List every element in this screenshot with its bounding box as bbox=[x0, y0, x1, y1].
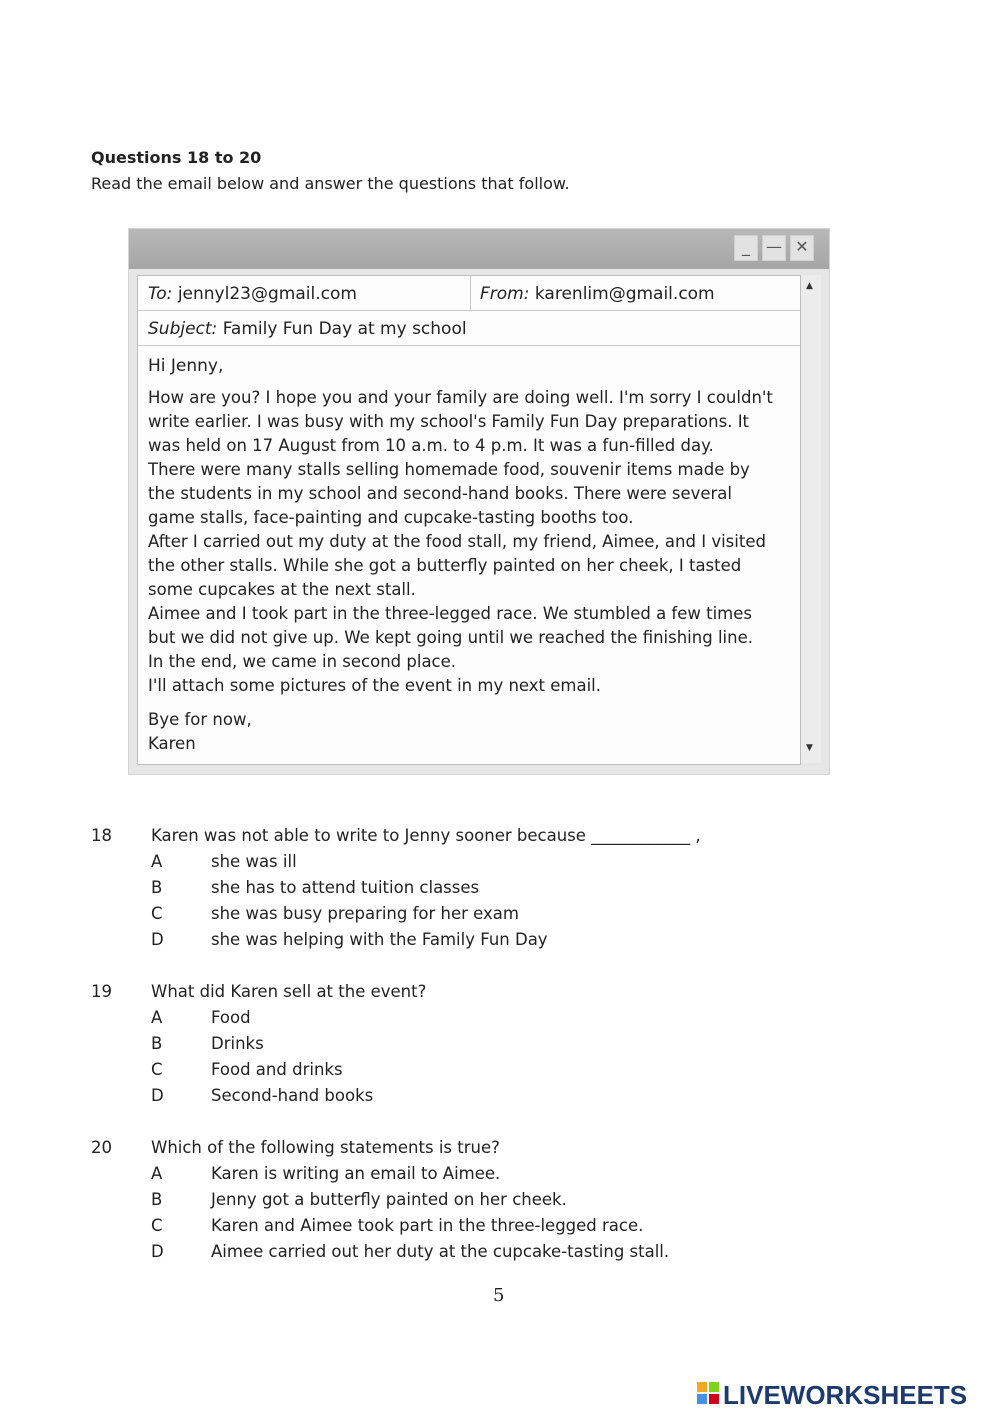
email-window bbox=[128, 228, 830, 775]
email-line: After I carried out my duty at the food stall, my friend, Aimee, and I visited bbox=[148, 532, 766, 551]
option-text[interactable]: Jenny got a butterfly painted on her cheek. bbox=[211, 1190, 567, 1209]
email-line: write earlier. I was busy with my school's Family Fun Day preparations. It bbox=[148, 412, 750, 431]
from-label: From: bbox=[480, 284, 530, 304]
liveworksheets-logo-text: LIVEWORKSHEETS bbox=[723, 1380, 968, 1410]
close-button[interactable]: ✕ bbox=[790, 235, 814, 261]
instruction-text: Read the email below and answer the questions that follow. bbox=[91, 174, 570, 193]
header-divider bbox=[470, 276, 471, 310]
option-letter: A bbox=[151, 1008, 163, 1027]
option-text[interactable]: Karen is writing an email to Aimee. bbox=[211, 1164, 501, 1183]
option-text[interactable]: she has to attend tuition classes bbox=[211, 878, 480, 897]
email-signoff: Bye for now, bbox=[148, 710, 252, 729]
to-field bbox=[148, 284, 357, 304]
option-text[interactable]: she was busy preparing for her exam bbox=[211, 904, 519, 923]
email-line: but we did not give up. We kept going until we reached the finishing line. bbox=[148, 628, 753, 647]
question-text: Karen was not able to write to Jenny sooner because ____________ , bbox=[151, 826, 701, 845]
email-greeting: Hi Jenny, bbox=[148, 356, 224, 376]
subject-row bbox=[138, 311, 800, 346]
option-letter: D bbox=[151, 930, 164, 949]
question-number: 20 bbox=[91, 1138, 112, 1157]
option-letter: B bbox=[151, 878, 163, 897]
page-number: 5 bbox=[493, 1285, 505, 1306]
option-letter: B bbox=[151, 1190, 163, 1209]
option-letter: D bbox=[151, 1242, 164, 1261]
email-signature: Karen bbox=[148, 734, 196, 753]
question-number: 19 bbox=[91, 982, 112, 1001]
option-letter: D bbox=[151, 1086, 164, 1105]
email-line: I'll attach some pictures of the event in my next email. bbox=[148, 676, 602, 695]
email-line: In the end, we came in second place. bbox=[148, 652, 457, 671]
option-letter: C bbox=[151, 904, 163, 923]
question-text: Which of the following statements is true? bbox=[151, 1138, 500, 1157]
option-letter: A bbox=[151, 1164, 163, 1183]
option-letter: B bbox=[151, 1034, 163, 1053]
minimize-button[interactable]: _ bbox=[734, 235, 758, 261]
email-line: was held on 17 August from 10 a.m. to 4 p.m. It was a fun-filled day. bbox=[148, 436, 714, 455]
email-line: game stalls, face-painting and cupcake-tasting booths too. bbox=[148, 508, 634, 527]
scroll-down-icon[interactable]: ▼ bbox=[806, 743, 813, 753]
subject-label: Subject: bbox=[148, 319, 218, 339]
option-text[interactable]: she was ill bbox=[211, 852, 297, 871]
email-line: How are you? I hope you and your family are doing well. I'm sorry I couldn't bbox=[148, 388, 773, 407]
option-letter: C bbox=[151, 1060, 163, 1079]
option-text[interactable]: Food bbox=[211, 1008, 251, 1027]
option-text[interactable]: Aimee carried out her duty at the cupcake-tasting stall. bbox=[211, 1242, 670, 1261]
option-letter: C bbox=[151, 1216, 163, 1235]
option-text[interactable]: Drinks bbox=[211, 1034, 264, 1053]
scroll-up-icon[interactable]: ▲ bbox=[806, 281, 813, 291]
email-scrollbar[interactable] bbox=[801, 275, 821, 763]
email-line: There were many stalls selling homemade food, souvenir items made by bbox=[148, 460, 750, 479]
option-text[interactable]: she was helping with the Family Fun Day bbox=[211, 930, 548, 949]
to-label: To: bbox=[148, 284, 173, 304]
email-line: some cupcakes at the next stall. bbox=[148, 580, 416, 599]
option-text[interactable]: Second-hand books bbox=[211, 1086, 374, 1105]
maximize-button[interactable]: — bbox=[762, 235, 786, 261]
email-line: Aimee and I took part in the three-legged race. We stumbled a few times bbox=[148, 604, 753, 623]
question-text: What did Karen sell at the event? bbox=[151, 982, 427, 1001]
liveworksheets-logo-icon bbox=[697, 1382, 719, 1404]
email-content bbox=[137, 275, 801, 765]
window-titlebar bbox=[129, 229, 829, 269]
subject-field bbox=[148, 319, 467, 339]
option-text[interactable]: Food and drinks bbox=[211, 1060, 343, 1079]
question-number: 18 bbox=[91, 826, 112, 845]
option-letter: A bbox=[151, 852, 163, 871]
to-value: jennyl23@gmail.com bbox=[177, 284, 357, 304]
option-text[interactable]: Karen and Aimee took part in the three-legged race. bbox=[211, 1216, 644, 1235]
email-header-row bbox=[138, 276, 800, 311]
section-heading: Questions 18 to 20 bbox=[91, 148, 262, 167]
from-value: karenlim@gmail.com bbox=[534, 284, 715, 304]
subject-value: Family Fun Day at my school bbox=[222, 319, 467, 339]
from-field bbox=[480, 284, 715, 304]
email-line: the other stalls. While she got a butterfly painted on her cheek, I tasted bbox=[148, 556, 742, 575]
email-line: the students in my school and second-hand books. There were several bbox=[148, 484, 733, 503]
